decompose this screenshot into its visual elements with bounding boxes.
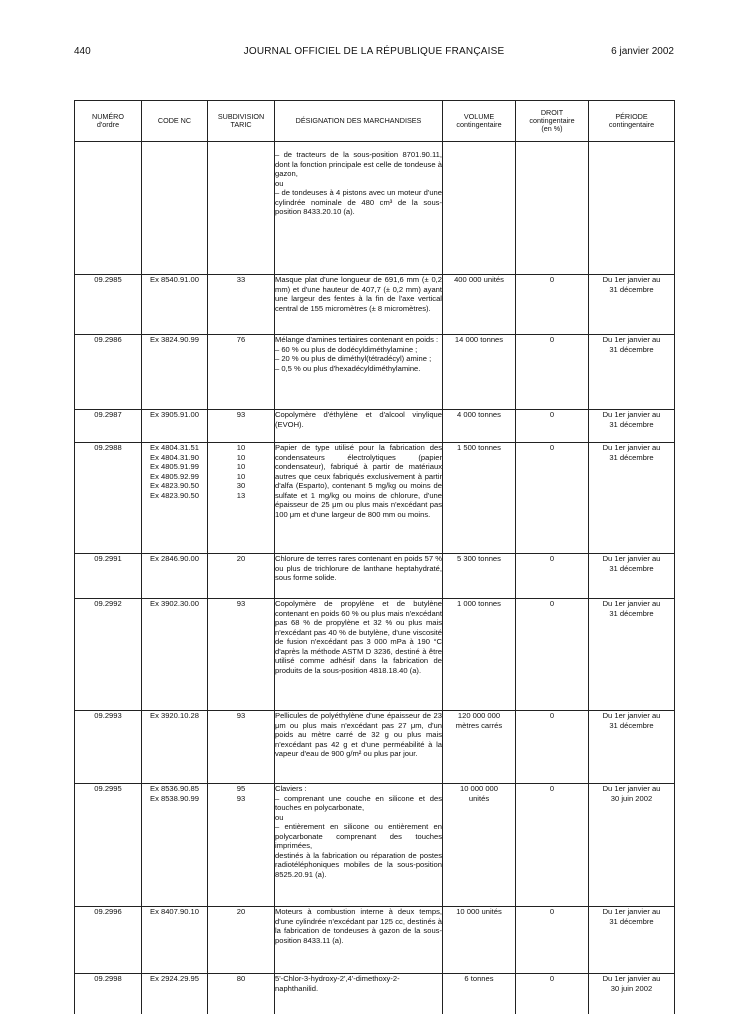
cell-period: Du 1er janvier au 31 décembre [589, 335, 675, 410]
col-header-sub: SUBDIVISION TARIC [208, 101, 275, 142]
cell-sub: 76 [208, 335, 275, 410]
cell-rate: 0 [516, 410, 589, 443]
col-header-desc: DÉSIGNATION DES MARCHANDISES [275, 101, 443, 142]
cell-code: Ex 2924.29.95 [142, 974, 208, 1014]
cell-code: Ex 8540.91.00 [142, 275, 208, 335]
cell-sub: 93 [208, 599, 275, 711]
table-row [75, 711, 675, 784]
cell-vol: 4 000 tonnes [443, 410, 516, 443]
cell-vol: 6 tonnes [443, 974, 516, 1014]
cell-period: Du 1er janvier au 31 décembre [589, 554, 675, 599]
cell-sub: 20 [208, 907, 275, 974]
cell-vol: 120 000 000 mètres carrés [443, 711, 516, 784]
cell-period: Du 1er janvier au 31 décembre [589, 443, 675, 554]
cell-period: Du 1er janvier au 31 décembre [589, 907, 675, 974]
table-row [75, 443, 675, 554]
cell-rate: 0 [516, 335, 589, 410]
cell-rate: 0 [516, 275, 589, 335]
page-header [74, 46, 674, 60]
cell-period: Du 1er janvier au 31 décembre [589, 599, 675, 711]
cell-vol: 400 000 unités [443, 275, 516, 335]
cell-rate: 0 [516, 443, 589, 554]
table-row [75, 784, 675, 907]
cell-vol [443, 142, 516, 275]
cell-period: Du 1er janvier au 31 décembre [589, 410, 675, 443]
cell-rate: 0 [516, 554, 589, 599]
table-row [75, 554, 675, 599]
cell-num: 09.2987 [75, 410, 142, 443]
cell-code: Ex 8407.90.10 [142, 907, 208, 974]
col-header-period: PÉRIODE contingentaire [589, 101, 675, 142]
cell-rate: 0 [516, 711, 589, 784]
cell-code [142, 142, 208, 275]
cell-num: 09.2995 [75, 784, 142, 907]
cell-sub: 20 [208, 554, 275, 599]
cell-num: 09.2993 [75, 711, 142, 784]
journal-title: JOURNAL OFFICIEL DE LA RÉPUBLIQUE FRANÇAISE [243, 46, 505, 57]
cell-rate: 0 [516, 907, 589, 974]
page-number: 440 [74, 46, 91, 57]
cell-desc: Moteurs à combustion interne à deux temps, d'une cylindrée n'excédant par 125 cc, destinés à la fabrication de tondeuses à gazon de la sous-position 8433.11 (a). [275, 907, 443, 974]
tariff-quota-table [74, 100, 675, 1014]
cell-vol: 1 000 tonnes [443, 599, 516, 711]
cell-num [75, 142, 142, 275]
col-header-rate: DROIT contingentaire (en %) [516, 101, 589, 142]
cell-sub: 93 [208, 711, 275, 784]
cell-vol: 1 500 tonnes [443, 443, 516, 554]
cell-num: 09.2986 [75, 335, 142, 410]
table-row [75, 275, 675, 335]
cell-num: 09.2996 [75, 907, 142, 974]
cell-code: Ex 2846.90.00 [142, 554, 208, 599]
cell-num: 09.2991 [75, 554, 142, 599]
cell-vol: 14 000 tonnes [443, 335, 516, 410]
cell-num: 09.2985 [75, 275, 142, 335]
cell-code: Ex 3824.90.99 [142, 335, 208, 410]
cell-num: 09.2998 [75, 974, 142, 1014]
cell-sub: 93 [208, 410, 275, 443]
cell-desc: Claviers : – comprenant une couche en silicone et des touches en polycarbonate, ou – entièrement en silicone ou entièrement en polycarbonate comprenant des touches imprimées, destinés à la fabrication ou réparation de postes radiotéléphoniques mobiles de la sous-position 8525.20.91 (a). [275, 784, 443, 907]
cell-code: Ex 4804.31.51 Ex 4804.31.90 Ex 4805.91.99 Ex 4805.92.99 Ex 4823.90.50 Ex 4823.90.50 [142, 443, 208, 554]
cell-rate: 0 [516, 599, 589, 711]
issue-date: 6 janvier 2002 [611, 46, 674, 57]
table-row [75, 410, 675, 443]
cell-rate [516, 142, 589, 275]
table-row [75, 907, 675, 974]
cell-code: Ex 3902.30.00 [142, 599, 208, 711]
cell-sub: 95 93 [208, 784, 275, 907]
table-row [75, 974, 675, 1014]
cell-desc: Masque plat d'une longueur de 691,6 mm (± 0,2 mm) et d'une hauteur de 407,7 (± 0,2 mm) ayant une largeur des fentes à la fin de l'axe vertical central de 155 micromètres (± 8 micromètres). [275, 275, 443, 335]
table-row [75, 599, 675, 711]
cell-desc: Pellicules de polyéthylène d'une épaisseur de 23 μm ou plus mais n'excédant pas 27 μm, d'un poids au mètre carré de 32 g ou plus mais n'excédant pas 42 g et d'une perméabilité à la vapeur d'eau de 900 g/m² ou plus par jour. [275, 711, 443, 784]
cell-period: Du 1er janvier au 30 juin 2002 [589, 784, 675, 907]
cell-rate: 0 [516, 784, 589, 907]
col-header-vol: VOLUME contingentaire [443, 101, 516, 142]
table-row [75, 142, 675, 275]
cell-desc: Chlorure de terres rares contenant en poids 57 % ou plus de trichlorure de lanthane heptahydraté, sous forme solide. [275, 554, 443, 599]
cell-desc: – de tracteurs de la sous-position 8701.90.11, dont la fonction principale est celle de tondeuse à gazon, ou – de tondeuses à 4 pistons avec un moteur d'une cylindrée nominale de 480 cm³ de la sous-position 8433.20.10 (a). [275, 142, 443, 275]
cell-rate: 0 [516, 974, 589, 1014]
table-row [75, 335, 675, 410]
cell-sub: 80 [208, 974, 275, 1014]
table-header-row [75, 101, 675, 142]
cell-num: 09.2988 [75, 443, 142, 554]
cell-desc: Papier de type utilisé pour la fabrication des condensateurs électrolytiques (papier condensateur), fabriqué à partir de matériaux autres que ceux fabriqués exclusivement à partir d'alfa (Esparto), contenant 5 mg/kg ou moins de sulfate et 1 mg/kg ou moins de chlorure, d'une épaisseur de 25 μm ou plus mais n'excédant pas 100 μm et d'une largeur de 800 mm ou moins. [275, 443, 443, 554]
cell-vol: 10 000 unités [443, 907, 516, 974]
cell-sub: 10 10 10 10 30 13 [208, 443, 275, 554]
cell-period: Du 1er janvier au 31 décembre [589, 711, 675, 784]
cell-vol: 10 000 000 unités [443, 784, 516, 907]
cell-desc: 5'-Chlor-3-hydroxy-2',4'-dimethoxy-2-naphthanilid. [275, 974, 443, 1014]
cell-desc: Copolymère d'éthylène et d'alcool vinylique (EVOH). [275, 410, 443, 443]
cell-code: Ex 8536.90.85 Ex 8538.90.99 [142, 784, 208, 907]
cell-period: Du 1er janvier au 30 juin 2002 [589, 974, 675, 1014]
col-header-code: CODE NC [142, 101, 208, 142]
cell-sub: 33 [208, 275, 275, 335]
cell-code: Ex 3905.91.00 [142, 410, 208, 443]
cell-vol: 5 300 tonnes [443, 554, 516, 599]
cell-code: Ex 3920.10.28 [142, 711, 208, 784]
cell-desc: Copolymère de propylène et de butylène contenant en poids 60 % ou plus mais n'excédant pas 68 % de propylène et 32 % ou plus mais n'excédant pas 40 % de butylène, d'une viscosité de fusion n'excédant pas 3 000 mPa à 190 °C d'après la méthode ASTM D 3236, destiné à être utilisé comme adhésif dans la fabrication de produits de la sous-position 4818.18.40 (a). [275, 599, 443, 711]
col-header-num: NUMÉRO d'ordre [75, 101, 142, 142]
cell-num: 09.2992 [75, 599, 142, 711]
cell-desc: Mélange d'amines tertiaires contenant en poids : – 60 % ou plus de dodécyldiméthylamine ; – 20 % ou plus de diméthyl(tétradécyl) amine ; – 0,5 % ou plus d'hexadécyldiméthylamine. [275, 335, 443, 410]
cell-period [589, 142, 675, 275]
cell-sub [208, 142, 275, 275]
cell-period: Du 1er janvier au 31 décembre [589, 275, 675, 335]
